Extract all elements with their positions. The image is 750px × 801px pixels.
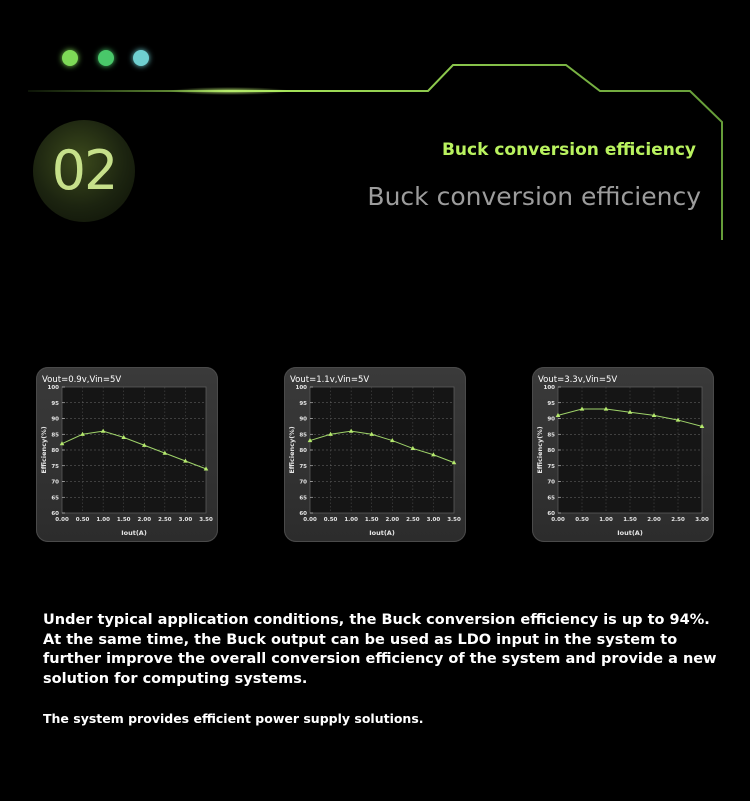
y-tick-label: 85: [51, 432, 59, 439]
y-tick-label: 80: [547, 448, 555, 454]
x-axis-label: Iout(A): [121, 529, 147, 537]
y-tick-label: 95: [299, 400, 307, 407]
chart-svg: [532, 367, 714, 542]
x-tick-label: 3.00: [178, 517, 193, 523]
y-tick-label: 90: [299, 416, 307, 423]
y-tick-label: 85: [299, 432, 307, 439]
top-glow: [170, 87, 290, 95]
y-tick-label: 65: [51, 495, 59, 502]
section-number: 02: [51, 139, 117, 202]
y-tick-label: 70: [547, 479, 555, 486]
x-tick-label: 0.00: [303, 517, 317, 523]
window-dot-cyan: [133, 50, 149, 66]
y-tick-label: 65: [547, 495, 555, 502]
y-tick-label: 60: [299, 511, 307, 517]
efficiency-chart-1: [36, 367, 218, 542]
y-axis-label: Efficiency(%): [536, 426, 544, 474]
x-tick-label: 0.50: [323, 517, 338, 523]
x-tick-label: 0.50: [575, 517, 589, 523]
y-tick-label: 95: [547, 400, 555, 407]
x-tick-label: 0.50: [75, 517, 90, 523]
chart-title: Vout=1.1v,Vin=5V: [290, 375, 370, 385]
y-tick-label: 60: [51, 511, 59, 517]
x-tick-label: 3.00: [695, 517, 709, 523]
description-paragraph: [43, 611, 723, 689]
x-tick-label: 2.50: [671, 517, 685, 523]
y-axis-label: Efficiency(%): [40, 426, 48, 474]
y-tick-label: 80: [299, 448, 307, 454]
efficiency-chart-3: [532, 367, 714, 542]
section-number-badge: [33, 120, 135, 222]
y-tick-label: 75: [51, 463, 59, 470]
y-tick-label: 60: [547, 511, 555, 517]
footer-note: The system provides efficient power supply solutions.: [43, 711, 424, 726]
x-axis-label: Iout(A): [617, 529, 643, 537]
x-tick-label: 1.00: [96, 517, 110, 523]
y-tick-label: 100: [295, 385, 307, 391]
chart-svg: [284, 367, 466, 542]
chart-title: Vout=3.3v,Vin=5V: [538, 375, 618, 385]
chart-svg: [36, 367, 218, 542]
window-dot-teal-green: [98, 50, 114, 66]
y-tick-label: 70: [299, 479, 307, 486]
x-tick-label: 2.50: [158, 517, 172, 523]
y-tick-label: 65: [299, 495, 307, 502]
x-tick-label: 0.00: [551, 517, 565, 523]
y-tick-label: 80: [51, 448, 59, 454]
window-dot-green: [62, 50, 78, 66]
x-axis-label: Iout(A): [369, 529, 395, 537]
x-tick-label: 2.00: [647, 517, 661, 523]
x-tick-label: 1.00: [344, 517, 358, 523]
section-title: Buck conversion efficiency: [441, 140, 696, 160]
x-tick-label: 1.50: [364, 517, 379, 523]
y-tick-label: 90: [51, 416, 59, 423]
y-axis-label: Efficiency(%): [288, 426, 296, 474]
x-tick-label: 2.00: [385, 517, 400, 523]
y-tick-label: 75: [299, 463, 307, 470]
description-line: further improve the overall conversion efficiency of the system and provide a new: [43, 651, 717, 667]
x-tick-label: 0.00: [55, 517, 69, 523]
x-tick-label: 1.00: [599, 517, 613, 523]
y-tick-label: 75: [547, 463, 555, 470]
section-subtitle: Buck conversion efficiency: [367, 182, 701, 211]
chart-title: Vout=0.9v,Vin=5V: [42, 375, 122, 385]
x-tick-label: 1.50: [623, 517, 637, 523]
x-tick-label: 2.00: [137, 517, 152, 523]
y-tick-label: 95: [51, 400, 59, 407]
x-tick-label: 3.50: [447, 517, 461, 523]
y-tick-label: 100: [543, 385, 555, 391]
x-tick-label: 1.50: [116, 517, 131, 523]
efficiency-chart-2: [284, 367, 466, 542]
description-line: Under typical application conditions, the Buck conversion efficiency is up to 94%.: [43, 612, 710, 628]
y-tick-label: 90: [547, 416, 555, 423]
x-tick-label: 3.00: [426, 517, 441, 523]
y-tick-label: 85: [547, 432, 555, 439]
description-line: At the same time, the Buck output can be used as LDO input in the system to: [43, 631, 678, 648]
y-tick-label: 70: [51, 479, 59, 486]
x-tick-label: 3.50: [199, 517, 213, 523]
x-tick-label: 2.50: [406, 517, 420, 523]
y-tick-label: 100: [47, 385, 59, 391]
description-line: solution for computing systems.: [43, 670, 308, 687]
